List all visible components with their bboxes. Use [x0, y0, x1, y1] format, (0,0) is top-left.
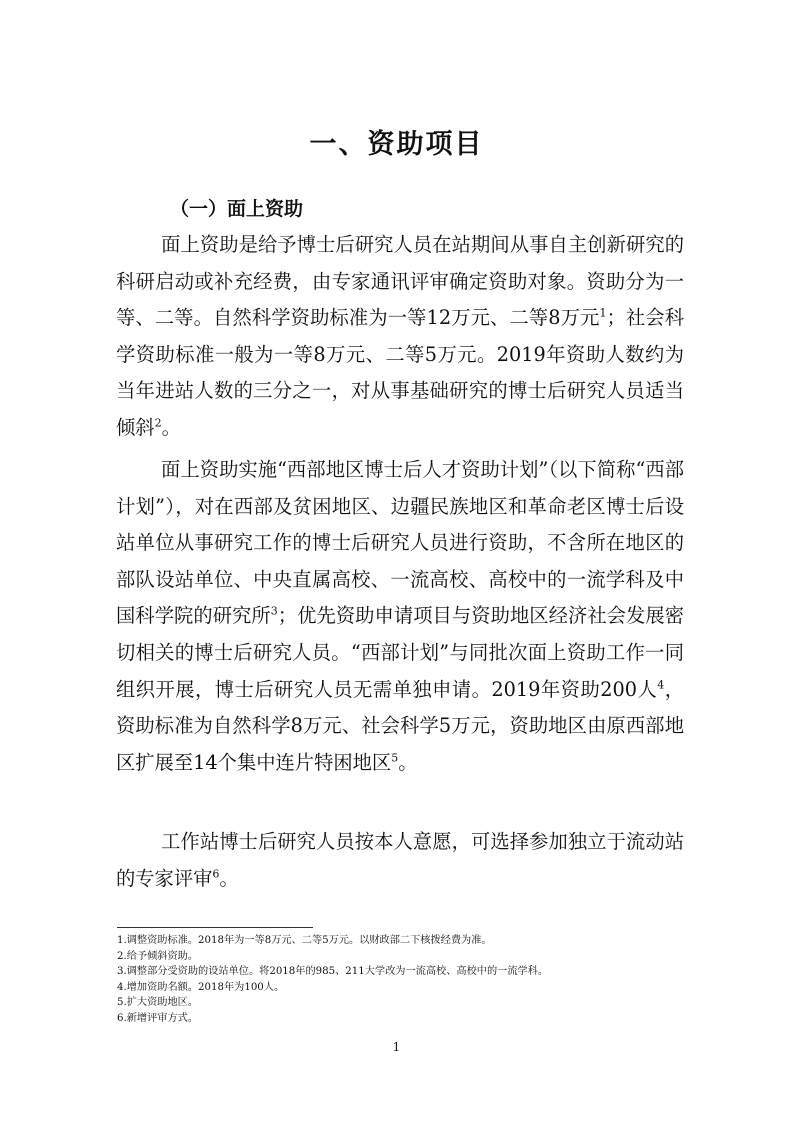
footnote-marker: 5: [391, 751, 399, 765]
paragraph-text: 。: [398, 750, 418, 774]
footnote-3: 3.调整部分受资助的设站单位。将2018年的985、211大学改为一流高校、高校中的一流学科。: [117, 966, 549, 978]
paragraph-text: 面上资助实施“西部地区博士后人才资助计划”（以下简称“西部计划”），对在西部及贫困地区、边疆民族地区和革命老区博士后设站单位从事研究工作的博士后研究人员进行资助，不含所在地区的部队设站单位、中央直属高校、一流高校、高校中的一流学科及中国科学院的研究所: [116, 458, 684, 628]
footnote-divider: [117, 927, 313, 928]
paragraph-text: 面上资助是给予博士后研究人员在站期间从事自主创新研究的科研启动或补充经费，由专家通讯评审确定资助对象。资助分为一等、二等。自然科学资助标准为一等12万元、二等8万元: [116, 233, 684, 330]
footnote-2: 2.给予倾斜资助。: [117, 950, 199, 962]
paragraph-1: [116, 227, 684, 447]
footnote-4: 4.增加资助名额。2018年为100人。: [117, 981, 285, 993]
footnote-marker: 2: [154, 416, 162, 430]
footnote-6: 6.新增评审方式。: [117, 1012, 199, 1024]
footnote-list: [117, 933, 548, 1027]
section-heading: （一）面上资助: [170, 198, 304, 220]
paragraph-text: 工作站博士后研究人员按本人意愿，可选择参加独立于流动站的专家评审: [116, 830, 684, 890]
paragraph-text: ，资助标准为自然科学8万元、社会科学5万元，资助地区由原西部地区扩展至14个集中连片特困地区: [116, 677, 685, 774]
footnote-marker: 3: [270, 604, 278, 618]
footnote-marker: 6: [212, 867, 220, 881]
paragraph-text: 。: [219, 866, 239, 890]
page-number: 1: [392, 1040, 401, 1054]
paragraph-2: [116, 452, 684, 781]
footnote-1: 1.调整资助标准。2018年为一等8万元、二等5万元。以财政部二下核拨经费为准。: [117, 935, 492, 946]
paragraph-text: ；社会科学资助标准一般为一等8万元、二等5万元。2019年资助人数约为当年进站人数的三分之一，对从事基础研究的博士后研究人员适当倾斜: [116, 306, 684, 439]
footnote-marker: 4: [657, 678, 665, 692]
footnote-marker: 1: [599, 306, 607, 320]
page-title: 一、资助项目: [309, 129, 484, 160]
paragraph-3: [116, 824, 684, 897]
paragraph-text: 。: [161, 415, 181, 439]
paragraph-text: ；优先资助申请项目与资助地区经济社会发展密切相关的博士后研究人员。“西部计划”与同批次面上资助工作一同组织开展，博士后研究人员无需单独申请。2019年资助200人: [116, 604, 685, 701]
footnote-5: 5.扩大资助地区。: [117, 997, 199, 1009]
